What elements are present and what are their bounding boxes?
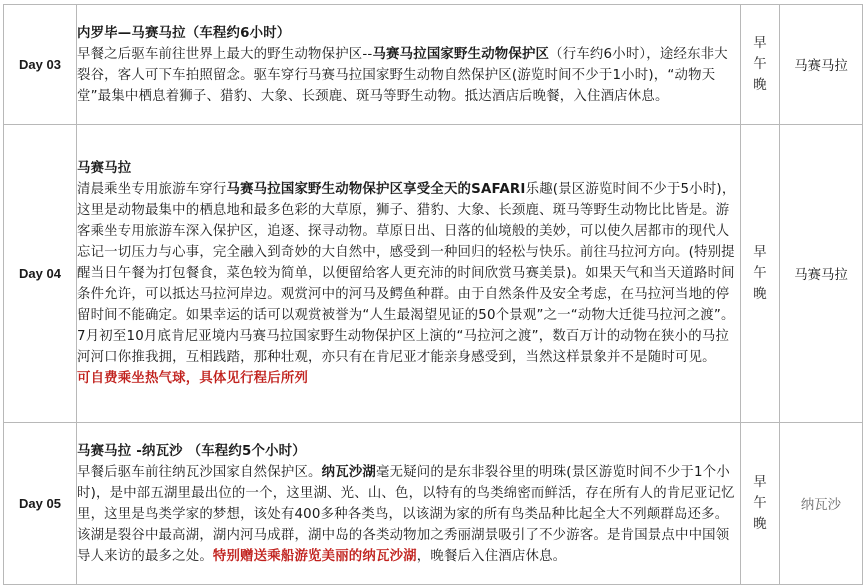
meal-breakfast: 早 [753, 36, 767, 51]
meal-lunch: 午 [753, 266, 767, 281]
itinerary-table [3, 4, 863, 585]
meal-lunch: 午 [753, 57, 767, 72]
day-text: 早餐后驱车前往纳瓦沙国家自然保护区。纳瓦沙湖毫无疑问的是东非裂谷里的明珠(景区游览时间不少于1个小时)，是中部五湖里最出位的一个，这里湖、光、山、色，以特有的鸟类绵密而鲜活，存在所有人的肯尼亚记忆里，这里是鸟类学家的梦想，该处有400多种各类鸟，以该湖为家的所有鸟类品种比起全大不列颠群岛还多。该湖是裂谷中最高湖，湖内河马成群，湖中岛的各类动物加之秀丽湖景吸引了不少游客。是肯国景点中中国领导人来访的最多之处。特别赠送乘船游览美丽的纳瓦沙湖，晚餐后入住酒店休息。 [77, 464, 735, 564]
day-title: 马赛马拉 [77, 161, 132, 176]
optional-balloon-note: 可自费乘坐热气球，具体见行程后所列 [77, 371, 309, 386]
day-description [77, 125, 741, 423]
meal-breakfast: 早 [753, 245, 767, 260]
meals-cell [741, 5, 780, 125]
table-row [4, 125, 863, 423]
day-label: Day 04 [4, 125, 77, 423]
day-label: Day 03 [4, 5, 77, 125]
hotel-cell: 纳瓦沙 [780, 423, 863, 585]
day-text: 清晨乘坐专用旅游车穿行马赛马拉国家野生动物保护区享受全天的SAFARI乐趣(景区游览时间不少于5小时)，这里是动物最集中的栖息地和最多色彩的大草原，狮子、猎豹、大象、长颈鹿、斑马等野生动物比比皆是。游客乘坐专用旅游车深入保护区，追逐、探寻动物。草原日出、日落的仙境般的美妙，可以使久居都市的现代人忘记一切压力与心事，完全融入到奇妙的大自然中，感受到一种回归的轻松与快乐。前往马拉河方向。(特别提醒当日午餐为打包餐食，菜色较为简单，以便留给客人更充沛的时间欣赏马赛美景)。如果天气和当天道路时间条件允许，可以抵达马拉河岸边。观赏河中的河马及鳄鱼种群。由于自然条件及安全考虑，在马拉河当地的停留时间不能确定。如果幸运的话可以观赏被誉为“人生最渴望见证的50个景观”之一“动物大迁徙马拉河之渡”。7月初至10月底肯尼亚境内马赛马拉国家野生动物保护区上演的“马拉河之渡”，数百万计的动物在狭小的马拉河河口你推我拥，互相践踏，那种壮观，亦只有在肯尼亚才能亲身感受到，当然这样景象并不是随时可见。 [77, 182, 736, 365]
meal-dinner: 晚 [753, 517, 767, 532]
table-row [4, 423, 863, 585]
meal-breakfast: 早 [753, 475, 767, 490]
meal-lunch: 午 [753, 496, 767, 511]
meals-cell [741, 423, 780, 585]
day-description [77, 423, 741, 585]
table-row [4, 5, 863, 125]
day-title: 内罗毕—马赛马拉（车程约6小时） [77, 25, 291, 41]
day-text: 早餐之后驱车前往世界上最大的野生动物保护区--马赛马拉国家野生动物保护区（行车约6小时），途经东非大裂谷，客人可下车拍照留念。驱车穿行马赛马拉国家野生动物自然保护区(游览时间不少于1小时)，“动物天堂”最集中栖息着狮子、猎豹、大象、长颈鹿、斑马等野生动物。抵达酒店后晚餐，入住酒店休息。 [77, 46, 728, 104]
hotel-cell: 马赛马拉 [780, 125, 863, 423]
day-label: Day 05 [4, 423, 77, 585]
day-title: 马赛马拉 -纳瓦沙 （车程约5个小时） [77, 443, 306, 459]
meals-cell [741, 125, 780, 423]
hotel-cell: 马赛马拉 [780, 5, 863, 125]
meal-dinner: 晚 [753, 287, 767, 302]
day-description [77, 5, 741, 125]
meal-dinner: 晚 [753, 78, 767, 93]
